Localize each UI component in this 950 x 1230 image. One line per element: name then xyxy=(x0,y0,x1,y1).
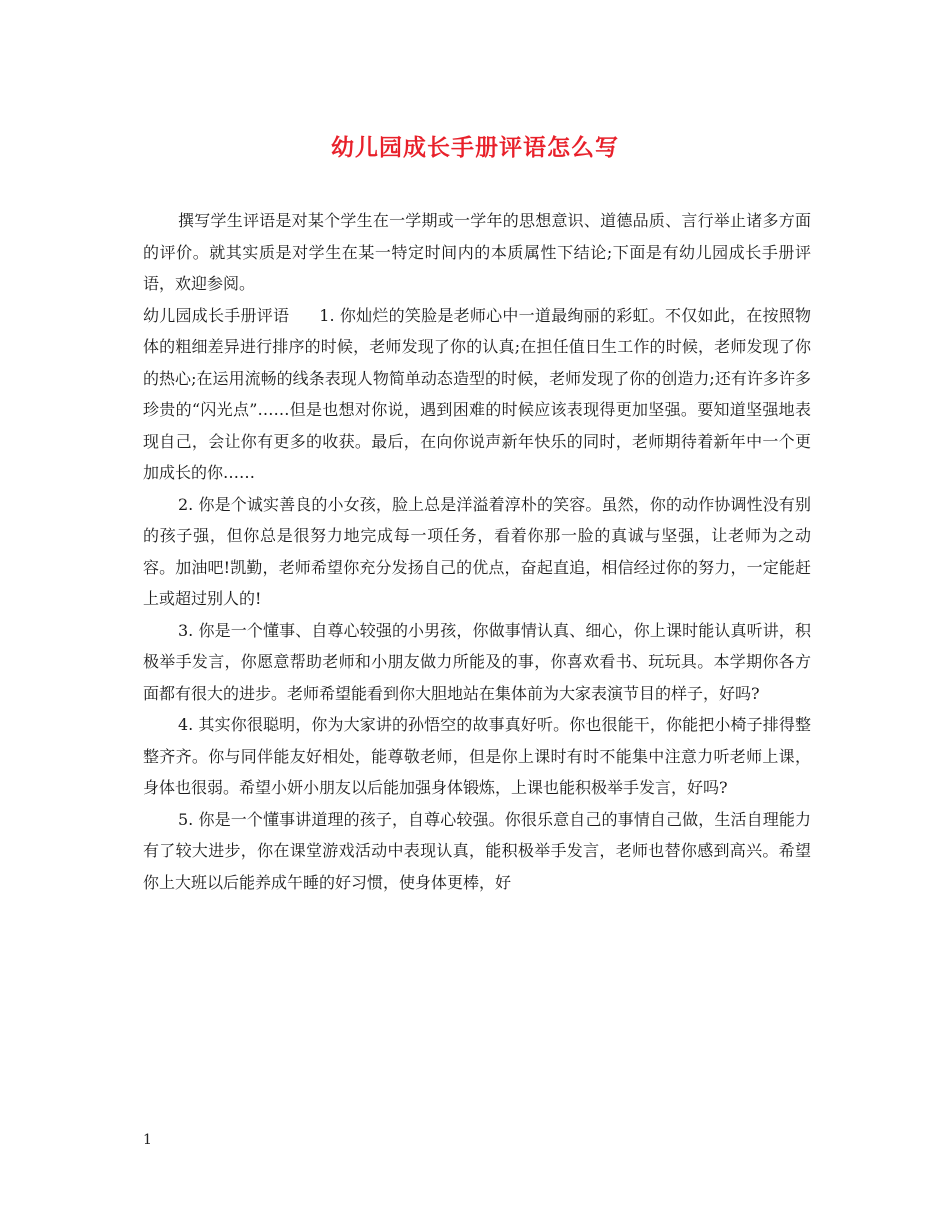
comment-item-4: 4. 其实你很聪明，你为大家讲的孙悟空的故事真好听。你也很能干，你能把小椅子排得整整齐齐。你与同伴能友好相处，能尊敬老师，但是你上课时有时不能集中注意力听老师上课，身体也很弱。希望小妍小朋友以后能加强身体锻炼，上课也能积极举手发言，好吗? xyxy=(143,715,811,797)
comment-item-5: 5. 你是一个懂事讲道理的孩子，自尊心较强。你很乐意自己的事情自己做，生活自理能力有了较大进步，你在课堂游戏活动中表现认真，能积极举手发言，老师也替你感到高兴。希望你上大班以后能养成午睡的好习惯，使身体更棒，好 xyxy=(143,809,811,892)
document-title: 幼儿园成长手册评语怎么写 xyxy=(331,134,619,161)
section-heading: 幼儿园成长手册评语 xyxy=(143,305,290,325)
comment-item-1: 1. 你灿烂的笑脸是老师心中一道最绚丽的彩虹。不仅如此，在按照物体的粗细差异进行排序的时候，老师发现了你的认真;在担任值日生工作的时候，老师发现了你的热心;在运用流畅的线条表现人物简单动态造型的时候，老师发现了你的创造力;还有许多许多珍贵的“闪光点”……但是也想对你说，遇到困难的时候应该表现得更加坚强。要知道坚强地表现自己，会让你有更多的收获。最后，在向你说声新年快乐的同时，老师期待着新年中一个更加成长的你…… xyxy=(143,305,811,482)
comment-item-1-paragraph xyxy=(143,300,811,489)
comment-item-2: 2. 你是个诚实善良的小女孩，脸上总是洋溢着淳朴的笑容。虽然，你的动作协调性没有别的孩子强，但你总是很努力地完成每一项任务，看着你那一脸的真诚与坚强，让老师为之动容。加油吧!凯勤，老师希望你充分发扬自己的优点，奋起直追，相信经过你的努力，一定能赶上或超过别人的! xyxy=(143,494,811,608)
comment-item-3: 3. 你是一个懂事、自尊心较强的小男孩，你做事情认真、细心，你上课时能认真听讲，积极举手发言，你愿意帮助老师和小朋友做力所能及的事，你喜欢看书、玩玩具。本学期你各方面都有很大的进步。老师希望能看到你大胆地站在集体前为大家表演节目的样子，好吗? xyxy=(143,620,811,703)
document-body xyxy=(143,205,811,898)
intro-paragraph: 撰写学生评语是对某个学生在一学期或一学年的思想意识、道德品质、言行举止诸多方面的评价。就其实质是对学生在某一特定时间内的本质属性下结论;下面是有幼儿园成长手册评语，欢迎参阅。 xyxy=(143,211,811,293)
page-number: 1 xyxy=(143,1132,152,1148)
